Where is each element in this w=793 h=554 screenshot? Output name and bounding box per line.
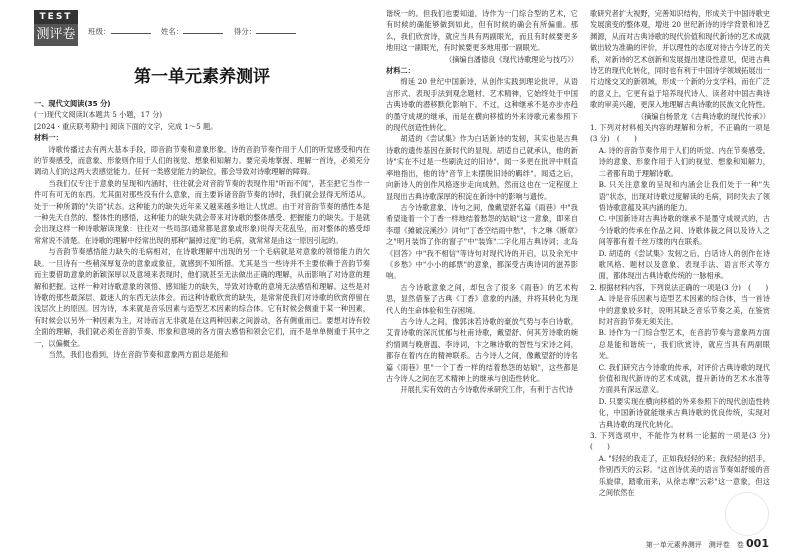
paragraph: 歌研究者扩大视野，完善知识结构，形成关于中国诗歌史发展演变的整体观，增进 20 世纪新诗的诗学背景和诗艺渊源，从而对古典诗歌的现代价值和现代新诗的艺术成就做出较为准确的评价，并以理性的态度对待古今诗艺的关系，对新诗的艺术创新和发展提出建设性意见，促进古典诗艺的现代化转化，同时也有利于中国诗学领域拓展出一片边缘交叉的新领域，形成一个新的分支学科，而在广泛的意义上，它更有益于培养现代诗人、读者对中国古典诗歌的审美兴趣，更深入地理解古典诗歌的民族文化特性。 — [590, 9, 770, 110]
material-1-label: 材料一： — [34, 133, 63, 143]
option-2a[interactable]: A. 诗是音乐因素与造型艺术因素的综合体，当一首诗中的意象较多时，说明其缺乏音乐节奏之美，在鉴赏时对音韵节奏无须关注。 — [598, 294, 770, 326]
column-2 — [386, 8, 578, 396]
logo-bottom: 测评卷 — [34, 24, 78, 46]
paragraph: 与音韵节奏感悟能力缺失的毛病相对，在诗歌理解中出现的另一个毛病就是对意象的领悟能力的欠缺。一旦诗有一些稍深厚复杂的意象或象征，就感到不知所措。尤其是当一些诗并不主要依赖于音韵节奏而主要借助意象的新颖深厚以及意境来表现时，他们就甚至无法做出正确的理解，从而影响了对诗意的理解和把握。这样一种对诗歌意象的领悟、感知能力的缺失，导致对诗歌的意境无法感悟和理解。这些是对诗歌的那些最深层、最迷人的东西无法体会。而这种诗歌欣赏的缺失，是常常使我们对诗歌的欣赏停留在浅层次上的原因。因为诗，本来就是音乐因素与造型艺术因素的综合体。它有时候会侧重于某一种因素，有时候会以另外一种因素为主，对诗而言无非就是在这两种因素之间游动，各有侧重而已。要想对诗有较全面的理解，我们就必须在音韵节奏、形象和意境的各方面去感悟和领会它们，而不是单单侧重于其中之一，以偏概全。 — [34, 247, 370, 348]
score-label: 得分： — [233, 27, 257, 36]
student-info-line — [88, 26, 304, 37]
watermark-stamp — [725, 492, 769, 536]
page-number: 001 — [746, 537, 769, 550]
material-2-label: 材料二： — [386, 66, 415, 76]
paragraph: 古今诗人之间，像郭沫若诗歌的豪放气势与李白诗歌，艾青诗歌的深沉忧郁与杜甫诗歌，戴望舒、何其芳诗歌的婉约情调与晚唐温、李诗词，卞之琳诗歌的智性与宋诗之间，都存在着内在的精神联系。古今诗人之间，像戴望舒的诗名篇《雨巷》里"一个丁香一样的结着愁怨的姑娘"，这些都是古今诗人之间在艺术精神上的继承与创造性转化。 — [386, 316, 578, 383]
page-footer — [646, 537, 769, 550]
paragraph: 当我们仅专注于意象的呈现和内涵时，往往就会对音韵节奏的表现作用"听而不闻"，甚至把它当作一件可有可无的东西。尤其面对那些没有什么意象，而主要诉诸音韵节奏的诗时，我们就会显得无所适从，处于一种所谓的"失语"状态。这种能力的缺失近年来又越来越多地让人忧虑。由于对音韵节奏的感性本是一种先天自然的、整体性的感悟，这种能力的缺失就会带来对诗歌的整体感受、把握能力的缺失。于是就会出现这样一种诗歌解读现象：往往对一些局部(通常都是意象或形象)说得天花乱坠，而对整体的感受却常常说不清楚。在诗歌的理解中经常出现的那种"漏掉过度"的毛病，就常常是由这一原因引起的。 — [34, 178, 370, 245]
section-heading: 一、现代文阅读(35 分) — [34, 99, 111, 108]
option-2d[interactable]: D. 只要实现在横向移植的外来参照下的现代创造性转化，中国新诗就能继承古典诗歌的优良传统，实现对古典诗歌的现代化转化。 — [598, 396, 770, 429]
paragraph: 谐统一的。但我们也要知道，诗作为一门综合型的艺术，它有时候的确能够做到如此，但有时候的确会有所偏重。那么，我们欣赏诗，就应当具有两副眼光，而且有时候要更多地用这一副眼光，有时候要更多地用那一副眼光。 — [386, 9, 578, 53]
option-1c[interactable]: C. 中国新诗对古典诗歌的继承不是墨守成规式的，古今诗歌的传承在作品之间、诗歌体裁之间以及诗人之间等都有着千丝万缕的内在联系。 — [598, 214, 770, 247]
paragraph: 绵延 20 世纪中国新诗，从创作实践到理论批评，从语言形式、表现手法到观念题材、艺术精神，它始终处于中国古典诗歌的潜移默化影响下。不过，这种继承不是亦步亦趋的墨守成规的继承，而是在横向移植的外来诗歌元素参照下的现代创造性转化。 — [386, 77, 578, 133]
name-label: 姓名： — [160, 27, 184, 36]
question-2: 2. 根据材料内容，下列说法正确的一项是(3 分) ( ) — [590, 282, 769, 292]
option-2c[interactable]: C. 我们研究古今诗歌的传承，对评价古典诗歌的现代价值和现代新诗的艺术成就，提升新诗的艺术水准等方面具有深远意义。 — [598, 362, 770, 395]
class-blank[interactable] — [111, 33, 151, 34]
citation: （摘编自杨景龙《古典诗歌的现代传承》） — [637, 111, 770, 121]
citation: （摘编自潘德良《现代诗歌理论与技巧》） — [445, 54, 578, 64]
class-label: 班级： — [88, 27, 111, 36]
option-1d[interactable]: D. 胡适的《尝试集》发轫之后，白话诗人的创作在诗歌风格、题材以及意象、表现手法、语言形式等方面，都体现出古典诗歌传统的一脉相承。 — [598, 248, 770, 281]
footer-label: 第一单元素养测评 测评卷 卷 — [645, 541, 744, 549]
column-1 — [34, 98, 370, 360]
option-1b[interactable]: B. 只关注意象的呈现和内涵会让我们处于一种"失语"状态，出现对诗歌过度解读的毛病，同时失去了领悟诗歌意蕴及其内涵的能力。 — [598, 180, 770, 212]
subsection-heading: (一)现代文阅读Ⅰ(本题共 5 小题，17 分) — [34, 110, 163, 120]
option-3a[interactable]: A. "轻轻的我走了，正如我轻轻的来；我轻轻的招手，作别西天的云彩。"这首诗优美的语言节奏如舒缓的音乐旋律，踏歌而来，从徐志摩"云彩"这一意象，但这之间依然在 — [598, 453, 770, 498]
score-blank[interactable] — [256, 33, 296, 34]
name-blank[interactable] — [183, 33, 223, 34]
option-1a[interactable]: A. 诗的音韵节奏作用于人们的听觉、内在节奏感受，诗的意象、形象作用于人们的视觉、想象和知解力，二者都有助于理解诗歌。 — [598, 145, 770, 178]
paragraph: 当然，我们也看到，诗在音韵节奏和意象两方面总是能和 — [48, 349, 229, 359]
test-logo — [34, 10, 78, 46]
page-title: 第一单元素养测评 — [134, 67, 270, 87]
question-1: 1. 下列对材料相关内容的理解和分析，不正确的一项是(3 分) ( ) — [590, 123, 770, 144]
paragraph: 开展扎实有效的古今诗歌传承研究工作，有利于古代诗 — [400, 385, 573, 395]
paragraph: 诗歌传播过去有两大基本手段，即音韵节奏和意象形象。诗的音韵节奏作用于人们的听觉感受和内在的节奏感受，而意象、形象则作用于人们的视觉、想象和知解力。要完美地掌握、理解一首诗，必须充分调动人们的这两大表感觉能力。任何一类感觉能力的缺位，都会导致对诗歌理解的障碍。 — [34, 144, 370, 177]
paragraph: 古今诗歌意象、诗句之间，像戴望舒名篇《雨巷》中"我希望逢着一个丁香一样地结着愁怨的姑娘"这一意象，即来自李璟《摊破浣溪沙》词句"丁香空结雨中愁"，卞之琳《断章》之"明月装饰了你的窗子"中"装饰"二字化用古典诗词；北岛《回答》中"我不相信"等诗句对现代诗的开启，以及余光中《乡愁》中"小小的邮票"的意象，都深受古典诗词的滋养影响。 — [386, 202, 578, 281]
logo-top: TEST — [34, 10, 78, 24]
paragraph: 胡适的《尝试集》作为白话新诗的发轫，其实也是古典诗歌的遗传基因在新时代的显现。胡适自己就承认，他的新诗"实在不过是一些刷洗过的旧诗"。闻一多更在批评中则直率地指出，他的诗"音节上未摆脱旧诗的羁绊"。闻适之后，向新诗人的创作风格逐步走向成熟，然而这也在一定程度上显现出古典诗歌深厚的积淀在新诗中的影响与遗传。 — [386, 134, 578, 201]
source-line: [2024 · 重庆联考期中] 阅读下面的文字，完成 1～5 题。 — [34, 121, 218, 131]
question-3: 3. 下列选项中，不能作为材料一论据的一项是(3 分) ( ) — [590, 431, 778, 452]
column-3 — [590, 8, 778, 498]
paragraph: 古今诗歌意象之间，却包含了很多《雨巷》的艺术构思，显然借鉴了古典《丁香》意象的内涵，并将其转化为现代人的生命体验和生存困境。 — [386, 282, 578, 315]
option-2b[interactable]: B. 诗作为一门综合型艺术，在音韵节奏与意象两方面总是能和谐统一，我们欣赏诗，就应当具有两副眼光。 — [598, 328, 770, 361]
